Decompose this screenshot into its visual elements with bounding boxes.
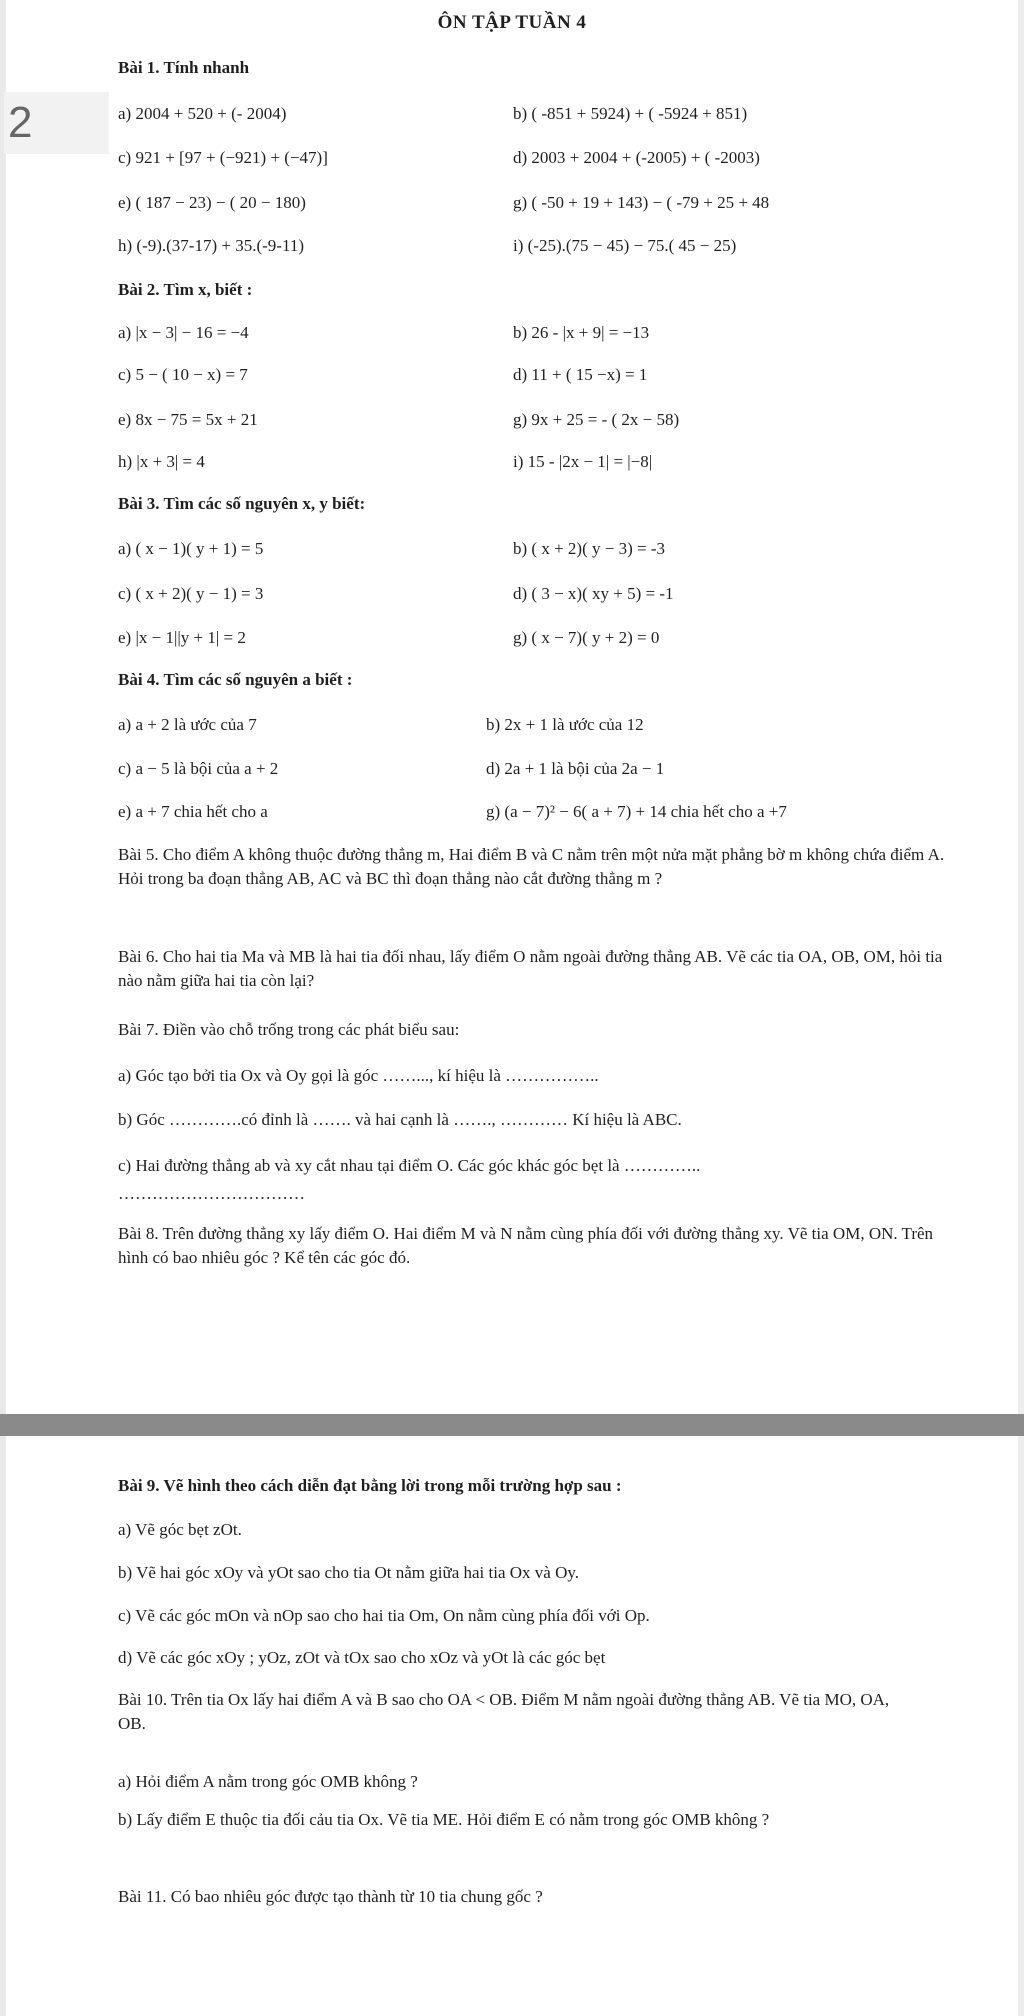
bai4-g: g) (a − 7)² − 6( a + 7) + 14 chia hết cho a +7 (486, 802, 787, 821)
bai9-c: c) Vẽ các góc mOn và nOp sao cho hai tia Om, On nằm cùng phía đối với Op. (118, 1606, 650, 1625)
bai3-b: b) ( x + 2)( y − 3) = -3 (513, 539, 665, 558)
bai4-d: d) 2a + 1 là bội của 2a − 1 (486, 759, 665, 778)
bai3-title: Bài 3. Tìm các số nguyên x, y biết: (118, 494, 366, 513)
bai2-title: Bài 2. Tìm x, biết : (118, 280, 253, 299)
bai1-b: b) ( -851 + 5924) + ( -5924 + 851) (513, 104, 748, 123)
bai3-a: a) ( x − 1)( y + 1) = 5 (118, 539, 264, 558)
bai9-a: a) Vẽ góc bẹt zOt. (118, 1520, 242, 1539)
left-edge-shadow (0, 0, 6, 2016)
right-edge-shadow (1018, 0, 1024, 2016)
bai9-b: b) Vẽ hai góc xOy và yOt sao cho tia Ot nằm giữa hai tia Ox và Oy. (118, 1563, 580, 1582)
bai4-c: c) a − 5 là bội của a + 2 (118, 759, 279, 778)
bai2-h: h) |x + 3| = 4 (118, 452, 205, 471)
page-number-badge: 2 (4, 92, 109, 154)
bai2-d: d) 11 + ( 15 −x) = 1 (513, 365, 648, 384)
bai4-a: a) a + 2 là ước của 7 (118, 715, 257, 734)
bai1-g: g) ( -50 + 19 + 143) − ( -79 + 25 + 48 (513, 193, 770, 212)
bai7-a: a) Góc tạo bởi tia Ox và Oy gọi là góc ……..., kí hiệu là …………….. (118, 1066, 599, 1085)
bai2-c: c) 5 − ( 10 − x) = 7 (118, 365, 248, 384)
bai1-d: d) 2003 + 2004 + (-2005) + ( -2003) (513, 148, 760, 167)
bai10-intro: Bài 10. Trên tia Ox lấy hai điểm A và B sao cho OA < OB. Điểm M nằm ngoài đường thẳng AB. Vẽ tia MO, OA, OB. (118, 1690, 890, 1733)
bai5-text: Bài 5. Cho điểm A không thuộc đường thẳng m, Hai điểm B và C nằm trên một nửa mặt phẳng bờ m không chứa điểm A. Hỏi trong ba đoạn thẳng AB, AC và BC thì đoạn thẳng nào cắt đường thẳng m ? (118, 845, 945, 888)
bai7-title: Bài 7. Điền vào chỗ trống trong các phát biểu sau: (118, 1020, 460, 1039)
bai7-c: c) Hai đường thẳng ab và xy cắt nhau tại điểm O. Các góc khác góc bẹt là ………….. (118, 1156, 701, 1175)
page-title: ÔN TẬP TUẦN 4 (437, 12, 587, 33)
bai3-d: d) ( 3 − x)( xy + 5) = -1 (513, 584, 674, 603)
page-separator (0, 1414, 1024, 1436)
bai9-d: d) Vẽ các góc xOy ; yOz, zOt và tOx sao cho xOz và yOt là các góc bẹt (118, 1648, 606, 1667)
bai6-text: Bài 6. Cho hai tia Ma và MB là hai tia đối nhau, lấy điểm O nằm ngoài đường thẳng AB. Vẽ các tia OA, OB, OM, hỏi tia nào nằm giữa hai tia còn lại? (118, 947, 943, 990)
bai7-b: b) Góc ………….có đỉnh là ……. và hai cạnh là ……., ………… Kí hiệu là ABC. (118, 1110, 682, 1129)
bai3-e: e) |x − 1||y + 1| = 2 (118, 628, 246, 647)
bai1-a: a) 2004 + 520 + (- 2004) (118, 104, 287, 123)
bai3-g: g) ( x − 7)( y + 2) = 0 (513, 628, 660, 647)
bai4-title: Bài 4. Tìm các số nguyên a biết : (118, 670, 353, 689)
bai1-h: h) (-9).(37-17) + 35.(-9-11) (118, 236, 304, 255)
bai2-a: a) |x − 3| − 16 = −4 (118, 323, 249, 342)
bai1-title: Bài 1. Tính nhanh (118, 58, 250, 77)
bai10-b: b) Lấy điểm E thuộc tia đối cảu tia Ox. Vẽ tia ME. Hỏi điểm E có nằm trong góc OMB không ? (118, 1810, 770, 1829)
bai2-i: i) 15 - |2x − 1| = |−8| (513, 452, 653, 471)
bai2-b: b) 26 - |x + 9| = −13 (513, 323, 650, 342)
bai3-c: c) ( x + 2)( y − 1) = 3 (118, 584, 264, 603)
bai1-c: c) 921 + [97 + (−921) + (−47)] (118, 148, 328, 167)
bai9-title: Bài 9. Vẽ hình theo cách diễn đạt bằng lời trong mỗi trường hợp sau : (118, 1476, 622, 1495)
bai11-text: Bài 11. Có bao nhiêu góc được tạo thành từ 10 tia chung gốc ? (118, 1887, 543, 1906)
bai10-a: a) Hỏi điểm A nằm trong góc OMB không ? (118, 1772, 418, 1791)
bai7-c-continuation: …………………………… (118, 1184, 305, 1203)
bai4-b: b) 2x + 1 là ước của 12 (486, 715, 644, 734)
bai2-e: e) 8x − 75 = 5x + 21 (118, 410, 258, 429)
bai8-text: Bài 8. Trên đường thẳng xy lấy điểm O. Hai điểm M và N nằm cùng phía đối với đường thẳng xy. Vẽ tia OM, ON. Trên hình có bao nhiêu góc ? Kể tên các góc đó. (118, 1224, 934, 1267)
bai2-g: g) 9x + 25 = - ( 2x − 58) (513, 410, 680, 429)
bai1-i: i) (-25).(75 − 45) − 75.( 45 − 25) (513, 236, 737, 255)
bai1-e: e) ( 187 − 23) − ( 20 − 180) (118, 193, 306, 212)
bai4-e: e) a + 7 chia hết cho a (118, 802, 268, 821)
